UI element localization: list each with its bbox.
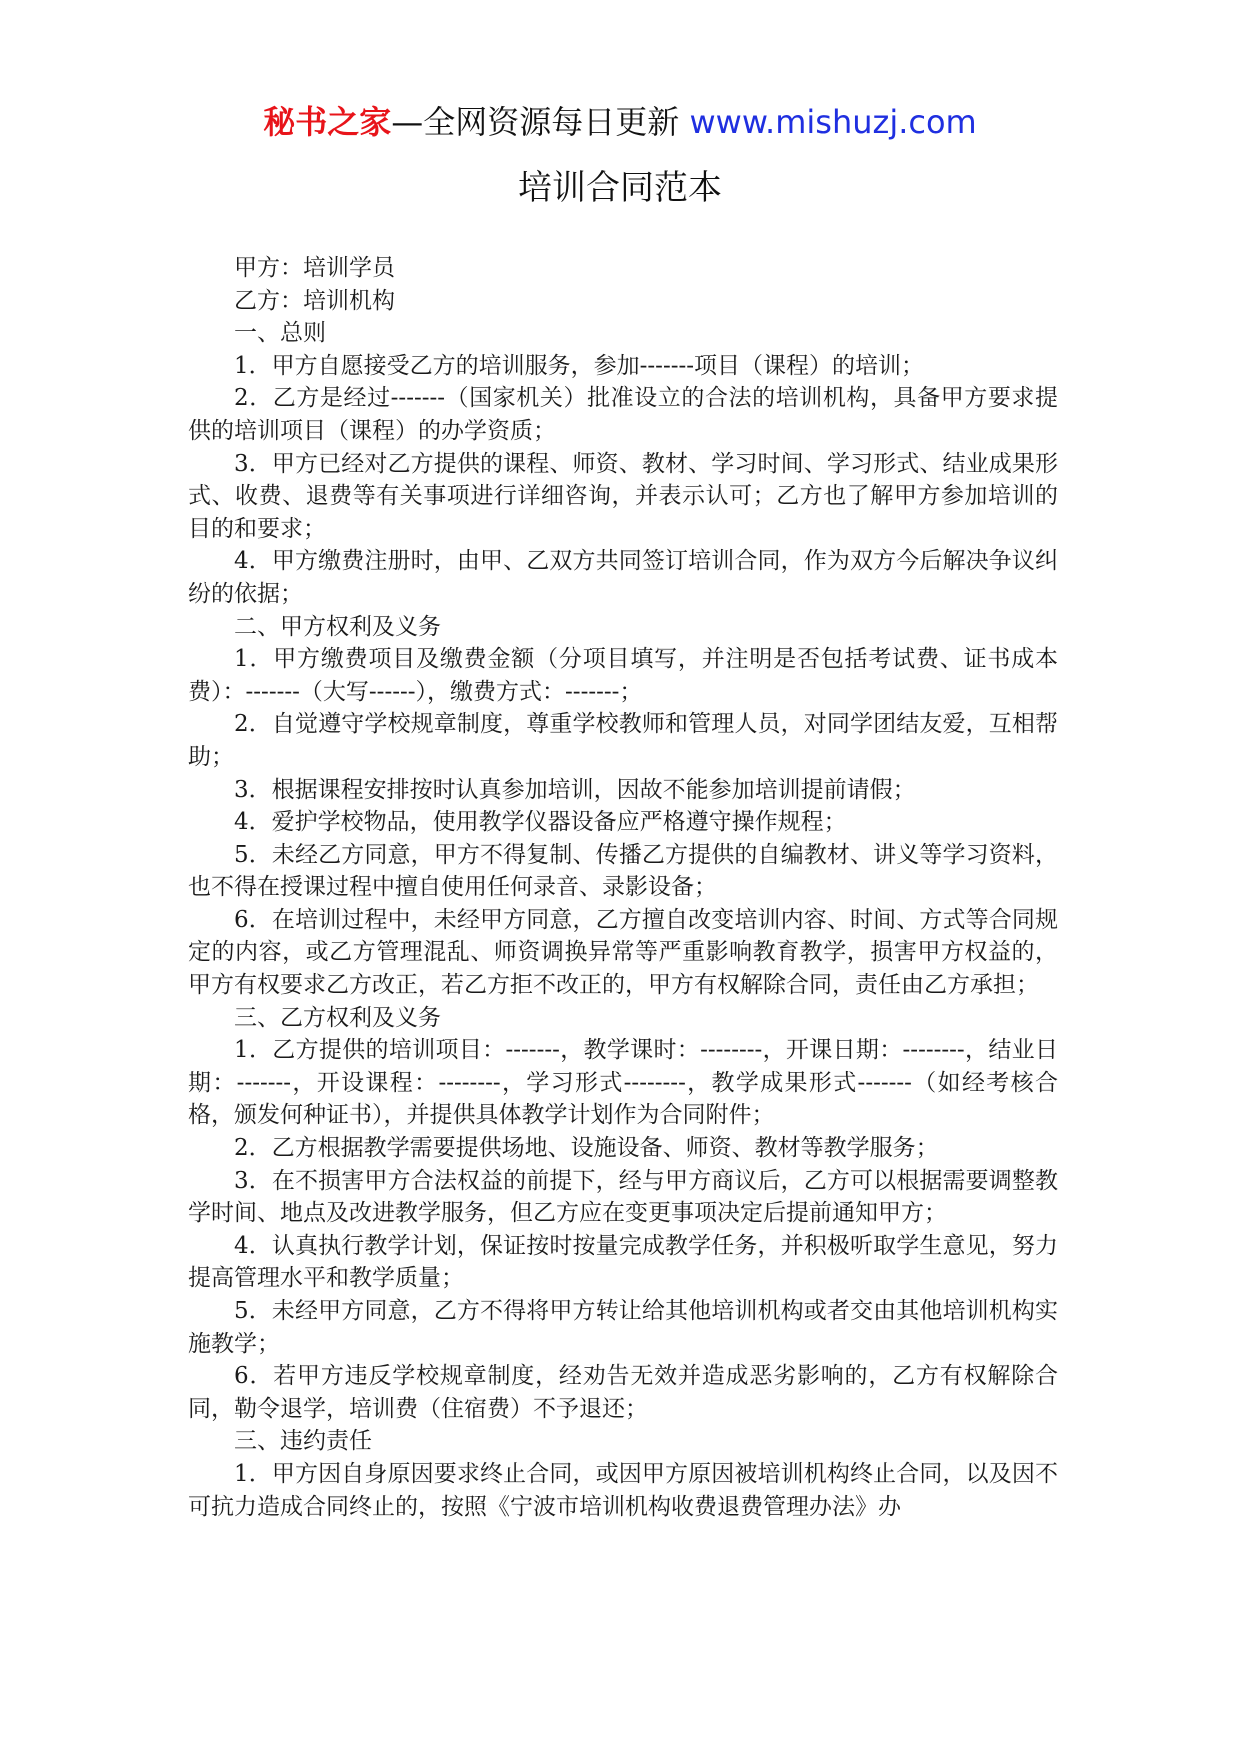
- clause-paragraph: 6．在培训过程中，未经甲方同意，乙方擅自改变培训内容、时间、方式等合同规定的内容，或乙方管理混乱、师资调换异常等严重影响教育教学，损害甲方权益的，甲方有权要求乙方改正，若乙方拒不改正的，甲方有权解除合同，责任由乙方承担；: [188, 906, 1058, 999]
- document-body: [188, 252, 1058, 1523]
- site-banner: [0, 100, 1240, 144]
- banner-url[interactable]: www.mishuzj.com: [689, 103, 977, 141]
- clause-paragraph: 3．甲方已经对乙方提供的课程、师资、教材、学习时间、学习形式、结业成果形式、收费、退费等有关事项进行详细咨询，并表示认可；乙方也了解甲方参加培训的目的和要求；: [188, 450, 1058, 542]
- banner-slogan: —全网资源每日更新: [391, 103, 680, 141]
- clause-paragraph: 4．爱护学校物品，使用教学仪器设备应严格遵守操作规程；: [234, 809, 847, 836]
- clause-paragraph: 1．甲方缴费项目及缴费金额（分项目填写，并注明是否包括考试费、证书成本费）：-------（大写------），缴费方式：-------；: [188, 646, 1058, 705]
- section-heading: 一、总则: [234, 320, 326, 347]
- section-heading: 三、乙方权利及义务: [234, 1004, 441, 1031]
- banner-brand: 秘书之家: [263, 103, 392, 141]
- clause-paragraph: 2．乙方是经过-------（国家机关）批准设立的合法的培训机构，具备甲方要求提供的培训项目（课程）的办学资质；: [188, 385, 1058, 444]
- clause-paragraph: 3．在不损害甲方合法权益的前提下，经与甲方商议后，乙方可以根据需要调整教学时间、地点及改进教学服务，但乙方应在变更事项决定后提前通知甲方；: [188, 1167, 1058, 1227]
- document-title: 培训合同范本: [518, 168, 722, 208]
- party-b-line: 乙方：培训机构: [234, 287, 395, 314]
- clause-paragraph: 4．认真执行教学计划，保证按时按量完成教学任务，并积极听取学生意见，努力提高管理水平和教学质量；: [188, 1232, 1058, 1292]
- clause-paragraph: 1．甲方自愿接受乙方的培训服务，参加-------项目（课程）的培训；: [234, 352, 925, 379]
- clause-paragraph: 2．自觉遵守学校规章制度，尊重学校教师和管理人员，对同学团结友爱，互相帮助；: [188, 711, 1058, 770]
- clause-paragraph: 1．乙方提供的培训项目：-------，教学课时：--------，开课日期：--------，结业日期：-------，开设课程：--------，学习形式--------，教学成果形式-------（如经考核合格，颁发何种证书），并提供具体教学计划作为合同附件；: [188, 1037, 1058, 1129]
- clause-paragraph: 5．未经乙方同意，甲方不得复制、传播乙方提供的自编教材、讲义等学习资料，也不得在授课过程中擅自使用任何录音、录影设备；: [188, 841, 1058, 901]
- clause-paragraph: 5．未经甲方同意，乙方不得将甲方转让给其他培训机构或者交由其他培训机构实施教学；: [188, 1298, 1058, 1357]
- clause-paragraph: 2．乙方根据教学需要提供场地、设施设备、师资、教材等教学服务；: [234, 1135, 939, 1162]
- section-heading: 二、甲方权利及义务: [234, 613, 441, 640]
- section-heading: 三、违约责任: [234, 1428, 372, 1455]
- clause-paragraph: 6．若甲方违反学校规章制度，经劝告无效并造成恶劣影响的，乙方有权解除合同，勒令退学，培训费（住宿费）不予退还；: [188, 1363, 1058, 1422]
- clause-paragraph: 4．甲方缴费注册时，由甲、乙双方共同签订培训合同，作为双方今后解决争议纠纷的依据；: [188, 548, 1058, 607]
- party-a-line: 甲方：培训学员: [234, 255, 395, 281]
- clause-paragraph: 3．根据课程安排按时认真参加培训，因故不能参加培训提前请假；: [234, 776, 916, 803]
- clause-paragraph: 1．甲方因自身原因要求终止合同，或因甲方原因被培训机构终止合同，以及因不可抗力造成合同终止的，按照《宁波市培训机构收费退费管理办法》办: [188, 1460, 1058, 1520]
